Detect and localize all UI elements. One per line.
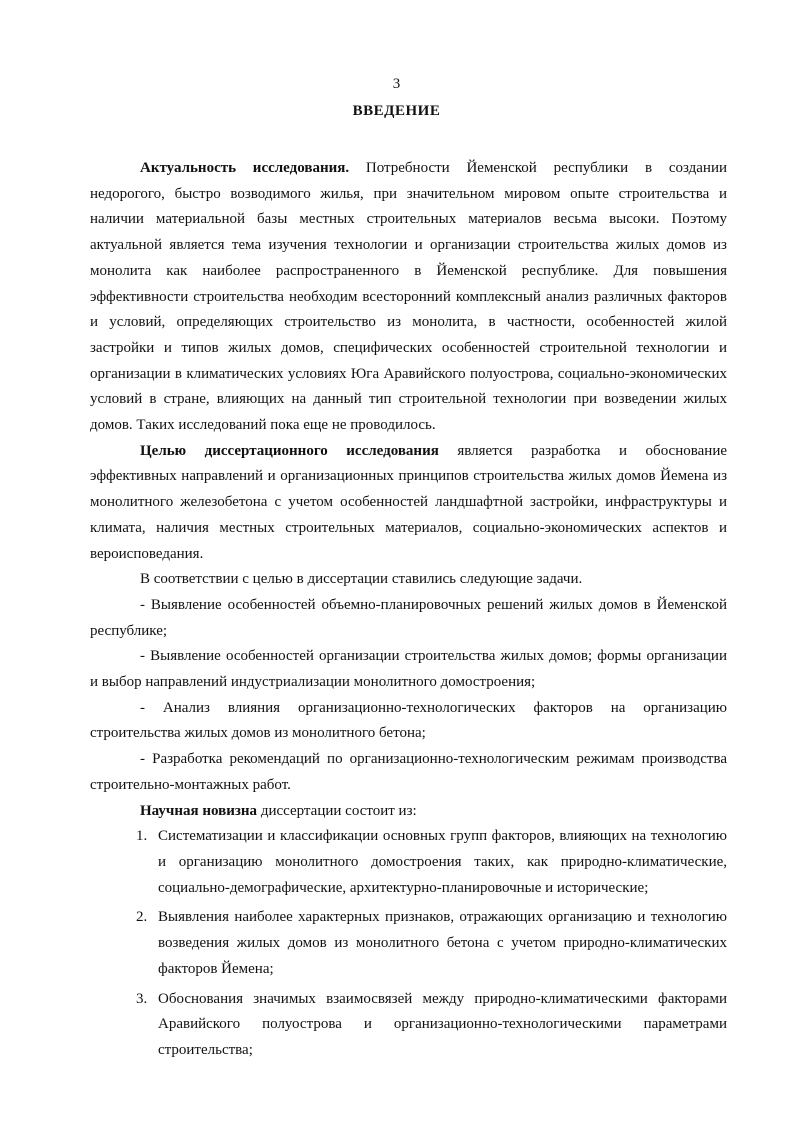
novelty-label: Научная новизна: [140, 802, 258, 819]
novelty-list: [90, 824, 727, 1063]
novelty-item-number: 3.: [136, 990, 148, 1007]
task-item: - Анализ влияния организационно-технологических факторов на организацию строительства жилых домов из монолитного бетона;: [90, 699, 727, 742]
task-item: - Выявление особенностей организации строительства жилых домов; формы организации и выбор направлений индустриализации монолитного домостроения;: [90, 648, 727, 691]
novelty-item-text: Систематизации и классификации основных групп факторов, влияющих на технологию и организацию монолитного домостроения таких, как природно-климатические, социально-демографические, архитектурно-планировочные и исторические;: [158, 828, 727, 896]
page-number: 3: [392, 76, 401, 92]
novelty-item-text: Обоснования значимых взаимосвязей между природно-климатическими факторами Аравийского полуострова и организационно-технологическими параметрами строительства;: [158, 990, 727, 1058]
novelty-item: [136, 987, 727, 1064]
goal-label: Целью диссертационного исследования: [140, 442, 439, 459]
relevance-text: Потребности Йеменской республики в создании недорогого, быстро возводимого жилья, при значительном мировом опыте строительства и наличии материальной базы местных строительных материалов весьма высоки. Поэтому актуальной является тема изучения технологии и организации строительства жилых домов из монолита как наиболее распространенного в Йеменской республике. Для повышения эффективности строительства необходим всесторонний комплексный анализ различных факторов и условий, определяющих строительство из монолита, в частности, особенностей жилой застройки и типов жилых домов, специфических особенностей строительной технологии и организации в климатических условиях Юга Аравийского полуострова, социально-экономических условий в стране, влияющих на данный тип строительной технологии при возведении жилых домов. Таких исследований пока еще не проводилось.: [90, 160, 728, 434]
novelty-item-number: 2.: [136, 909, 148, 926]
task-item: - Разработка рекомендаций по организационно-технологическим режимам производства строительно-монтажных работ.: [90, 751, 727, 793]
goal-text: является разработка и обоснование эффективных направлений и организационных принципов строительства жилых домов Йемена из монолитного железобетона с учетом особенностей ландшафтной застройки, инфраструктуры и климата, наличия местных строительных материалов, социально-экономических аспектов и вероисповедания.: [90, 442, 728, 562]
tasks-intro: В соответствии с целью в диссертации ставились следующие задачи.: [140, 571, 583, 588]
novelty-paragraph: [90, 799, 727, 825]
task-item: - Выявление особенностей объемно-планировочных решений жилых домов в Йеменской республике;: [90, 596, 727, 639]
novelty-item-number: 1.: [136, 828, 148, 845]
novelty-item: [136, 905, 727, 982]
relevance-paragraph: [90, 156, 727, 439]
document-body: [90, 156, 727, 1064]
relevance-label: Актуальность исследования.: [140, 160, 350, 176]
novelty-item: [136, 824, 727, 901]
goal-paragraph: [90, 439, 727, 568]
novelty-item-text: Выявления наиболее характерных признаков, отражающих организацию и технологию возведения жилых домов из монолитного бетона с учетом природно-климатических факторов Йемена;: [158, 909, 727, 977]
novelty-text: диссертации состоит из:: [257, 802, 417, 819]
page-heading: ВВЕДЕНИЕ: [352, 103, 441, 119]
